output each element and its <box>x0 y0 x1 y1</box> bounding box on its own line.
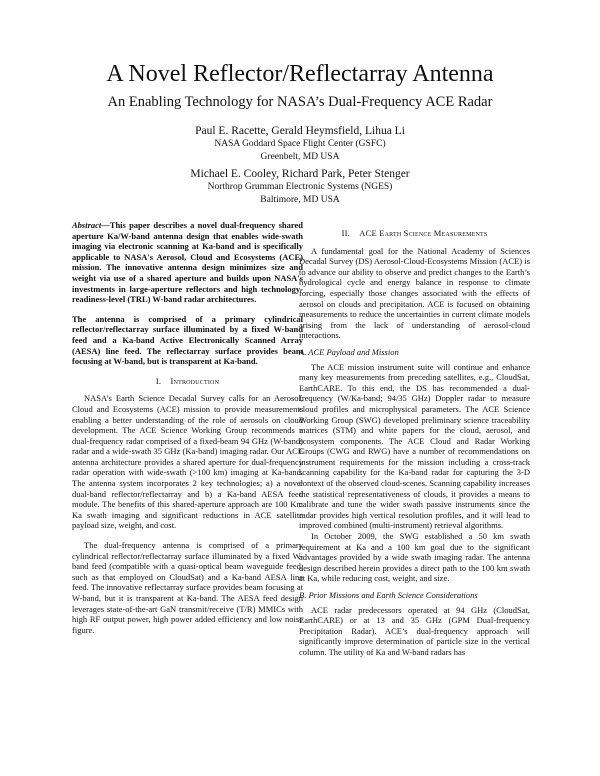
section-heading-introduction <box>72 376 303 387</box>
section-title: Introduction <box>170 375 220 386</box>
author-block-nasa <box>0 124 600 164</box>
paper-subtitle: An Enabling Technology for NASA’s Dual-Frequency ACE Radar <box>107 94 493 110</box>
author-location: Baltimore, MD USA <box>260 195 340 205</box>
body-paragraph: A fundamental goal for the National Academy of Sciences Decadal Survey (DS) Aerosol-Cloud-Ecosystems Mission (ACE) is to advance our ability to observe and predict changes to the Earth’s hydrological cycle and energy balance in response to climate forcing, especially those changes associated with the effects of aerosol on clouds and precipitation. ACE is focused on obtaining measurements to reduce the uncertainties in current climate models arising from the lack of understanding of aerosol-cloud interactions. <box>299 245 530 341</box>
paper-title: A Novel Reflector/Reflectarray Antenna <box>106 61 494 87</box>
body-paragraph: The ACE mission instrument suite will continue and enhance many key measurements from preceding satellites, e.g., CloudSat, EarthCARE. To this end, the DS has recommended a dual-frequency (W/Ka-band; 94/35 GHz) Doppler radar to measure cloud profiles and microphysical parameters. The ACE Science Working Group (SWG) developed preliminary science traceability matrices (STM) and white papers for the cloud, aerosol, and ecosystem components. The ACE Cloud and Radar Working Groups (CWG and RWG) have a number of recommendations on instrument requirements for the mission including a cross-track scanning capability for the Ka-band radar for capturing the 3-D context of the observed cloud-scenes. Scanning capability increases the statistical representativeness of clouds, it provides a means to calibrate and tune the wider swath passive instruments since the radar provides high vertical resolution profiles, and it will lead to improved combined (multi-instrument) retrieval algorithms. <box>299 361 530 531</box>
section-number: II. <box>341 228 350 238</box>
section-number: I. <box>155 375 162 386</box>
body-paragraph: The dual-frequency antenna is comprised of a primary cylindrical reflector/reflectarray surface illuminated by a fixed W-band feed (compatible with a quasi-optical beam waveguide feed, such as that employed on CloudSat) and a Ka-band AESA line feed. The innovative reflectarray surface provides beam focusing at W-band, but it is transparent at Ka-band. The AESA feed design leverages state-of-the-art GaN transmit/receive (T/R) MMICs with high RF output power, high power added efficiency and low noise figure. <box>72 540 303 635</box>
abstract-label: Abstract <box>72 220 102 230</box>
subsection-heading-b: B. Prior Missions and Earth Science Considerations <box>299 590 478 600</box>
abstract-paragraph <box>72 220 303 305</box>
subsection-heading-a: A. ACE Payload and Mission <box>299 346 399 357</box>
body-paragraph: ACE radar predecessors operated at 94 GHz (CloudSat, EarthCARE) or at 13 and 35 GHz (GPM Dual-frequency Precipitation Radar). ACE’s dual-frequency approach will significantly improve determination of particle size in the vertical column. The utility of Ka and W-band radars has <box>299 604 530 657</box>
author-affiliation: Northrop Grumman Electronic Systems (NGES) <box>207 182 393 192</box>
author-affiliation: NASA Goddard Space Flight Center (GSFC) <box>214 139 386 149</box>
author-location: Greenbelt, MD USA <box>260 152 340 162</box>
right-column <box>299 220 530 658</box>
left-column <box>72 220 303 635</box>
author-names: Paul E. Racette, Gerald Heymsfield, Lihua Li <box>195 125 405 137</box>
abstract-paragraph-2: The antenna is comprised of a primary cylindrical reflector/reflectarray surface illuminated by a fixed W-band feed and a Ka-band Active Electronically Scanned Array (AESA) line feed. The reflectarray surface provides beam focusing at W-band, but is transparent at Ka-band. <box>72 313 303 367</box>
author-names: Michael E. Cooley, Richard Park, Peter Stenger <box>190 168 410 180</box>
body-paragraph: In October 2009, the SWG established a 50 km swath requirement at Ka and a 100 km goal due to the significant advantages provided by a wide swath imaging radar. The antenna design described herein provides a direct path to the 100 km swath at Ka, while reducing cost, weight, and size. <box>299 531 530 584</box>
section-title: ACE Earth Science Measurements <box>359 228 488 238</box>
section-heading-ace-measurements <box>299 228 530 239</box>
abstract-text: —This paper describes a novel dual-frequency shared aperture Ka/W-band antenna design that enables wide-swath imaging via electronic scanning at Ka-band and is specifically applicable to NASA's Aerosol, Cloud and Ecosystems (ACE) mission. The innovative antenna design minimizes size and weight via use of a shared aperture and builds upon NASA's investments in large-aperture reflectors and high technology-readiness-level (TRL) W-band radar architectures. <box>72 220 303 305</box>
author-block-nges <box>0 167 600 207</box>
body-paragraph: NASA’s Earth Science Decadal Survey calls for an Aerosol, Cloud and Ecosystems (ACE) mission to provide measurements enabling a better understanding of the role of aerosols on cloud development. The ACE Science Working Group recommends a dual-frequency radar comprised of a fixed-beam 94 GHz (W-band) radar and a wide-swath 35 GHz (Ka-band) imaging radar. Our ACE antenna architecture provides a shared aperture for dual-frequency radar operation with wide-swath (>100 km) imaging at Ka-band. The antenna system incorporates 2 key technologies; a) a novel dual-band reflector/reflectarray and b) a Ka-band AESA feed module. The benefits of this shared-aperture approach are 100 Km Ka swath imaging and significant reductions in ACE satellite payload size, weight, and cost. <box>72 393 303 531</box>
